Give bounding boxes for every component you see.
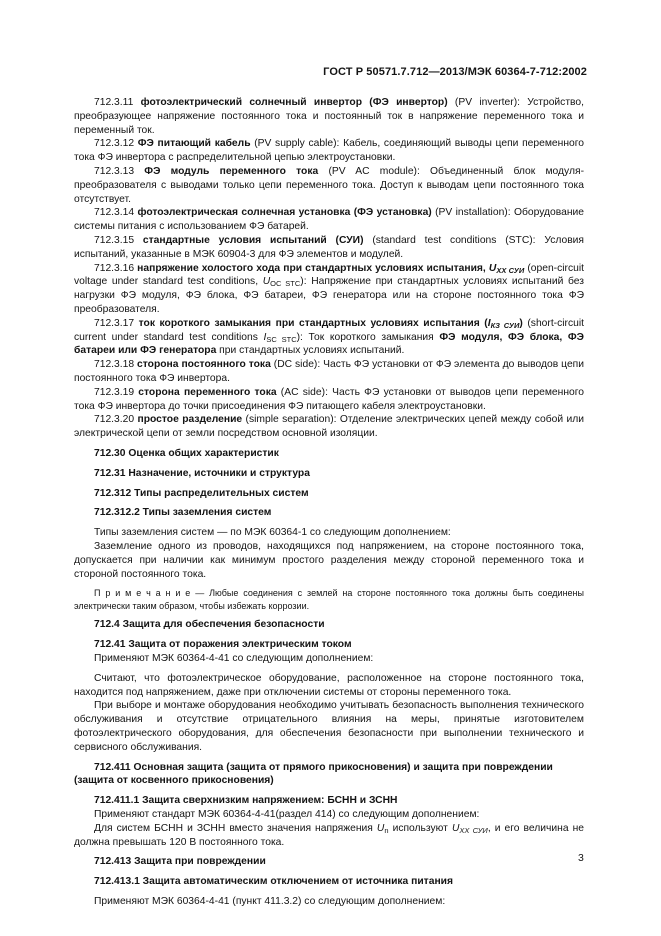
text-run: I bbox=[487, 317, 491, 329]
body-paragraph bbox=[74, 699, 584, 754]
text-run: ФЭ питающий кабель bbox=[137, 138, 251, 150]
text-run: 712.413 Защита при повреждении bbox=[94, 856, 266, 868]
text-run: (DC side): Часть ФЭ установки от ФЭ элемента до выводов цепи постоянного тока ФЭ инвертора. bbox=[74, 359, 584, 384]
text-run: 712.411.1 Защита сверхнизким напряжением: БСНН и ЗСНН bbox=[94, 795, 398, 807]
text-run: сторона переменного тока bbox=[138, 386, 277, 398]
document-header: ГОСТ Р 50571.7.712—2013/МЭК 60364-7-712:2002 bbox=[323, 66, 587, 78]
text-run: 712.3.16 bbox=[94, 262, 138, 274]
text-run: 712.312 Типы распределительных систем bbox=[94, 487, 309, 499]
text-run: простое разделение bbox=[137, 414, 243, 426]
body-paragraph bbox=[74, 895, 584, 909]
text-run: 712.312.2 Типы заземления систем bbox=[94, 507, 272, 519]
text-run: U bbox=[488, 262, 497, 274]
section-heading bbox=[74, 638, 584, 652]
body-paragraph bbox=[74, 808, 584, 822]
body-paragraph bbox=[74, 652, 584, 666]
text-run: U bbox=[376, 822, 385, 834]
text-run: ): Напряжение при стандартных условиях испытаний без нагрузки ФЭ модуля, ФЭ блока, ФЭ батареи, ФЭ генератора или на стороне постоянного тока ФЭ преобразователя. bbox=[74, 276, 584, 315]
body-paragraph bbox=[74, 540, 584, 581]
text-run: ток короткого замыкания при стандартных условиях испытания ( bbox=[138, 317, 488, 329]
section-heading bbox=[74, 875, 584, 889]
body-paragraph bbox=[74, 96, 584, 137]
text-run: сторона постоянного тока bbox=[137, 359, 271, 371]
text-run: Применяют МЭК 60364-4-41 (пункт 411.3.2) со следующим дополнением: bbox=[94, 896, 446, 908]
body-paragraph bbox=[74, 358, 584, 386]
text-run: Типы заземления систем — по МЭК 60364-1 со следующим дополнением: bbox=[94, 527, 451, 539]
body-paragraph bbox=[74, 317, 584, 358]
body-paragraph bbox=[74, 206, 584, 234]
text-run: 712.3.20 bbox=[94, 414, 138, 426]
text-run: фотоэлектрическая солнечная установка (ФЭ установка) bbox=[137, 207, 432, 219]
text-run: 712.413.1 Защита автоматическим отключением от источника питания bbox=[94, 876, 454, 888]
text-run: фотоэлектрический солнечный инвертор (ФЭ инвертор) bbox=[140, 97, 448, 108]
page-number: 3 bbox=[578, 852, 584, 864]
body-paragraph bbox=[74, 386, 584, 414]
text-run: ХХ СУИ bbox=[496, 265, 525, 275]
body-paragraph bbox=[74, 413, 584, 441]
text-run: ФЭ модуля, ФЭ блока, ФЭ батареи или ФЭ генератора bbox=[74, 331, 584, 357]
body-paragraph bbox=[74, 262, 584, 317]
text-run: ) bbox=[519, 317, 523, 329]
text-run: стандартные условия испытаний (СУИ) bbox=[142, 234, 364, 246]
text-run: ): Ток короткого замыкания bbox=[296, 331, 440, 343]
text-run: (PV inverter): Устройство, преобразующее напряжение постоянного тока и постоянный ток в напряжение переменного тока и переменный ток. bbox=[74, 97, 584, 136]
section-heading bbox=[74, 618, 584, 632]
text-run: Для систем БСНН и ЗСНН вместо значения напряжения bbox=[94, 822, 377, 834]
section-heading bbox=[74, 506, 584, 520]
text-run: Заземление одного из проводов, находящихся под напряжением, на стороне постоянного тока, допускается при наличии как минимум простого разделения между стороной переменного тока и стороной постоянного тока. bbox=[74, 540, 584, 580]
text-run: 712.3.12 bbox=[94, 138, 138, 150]
text-run: (simple separation): Отделение электрических цепей между собой или электрической цепи от земли посредством основной изоляции. bbox=[74, 414, 584, 440]
text-run: 712.3.14 bbox=[94, 207, 138, 219]
text-run: OC STC bbox=[270, 279, 301, 289]
text-run: 712.30 Оценка общих характеристик bbox=[94, 447, 279, 459]
body-paragraph bbox=[74, 234, 584, 262]
text-run: (PV AC module): Объединенный блок модуля-преобразователя с выводами только цепи переменного тока. Доступ к выводам цепи постоянного тока отсутствует. bbox=[74, 165, 584, 205]
text-run: (standard test conditions (STC): Условия испытаний, указанные в МЭК 60904-3 для ФЭ элементов и модулей. bbox=[74, 234, 585, 260]
text-run: ХХ СУИ bbox=[459, 825, 488, 835]
text-run: Применяют стандарт МЭК 60364-4-41(раздел 414) со следующим дополнением: bbox=[94, 809, 480, 821]
text-run: ФЭ модуль переменного тока bbox=[144, 165, 319, 177]
section-heading bbox=[74, 447, 584, 461]
text-run: 712.3.17 bbox=[94, 317, 139, 329]
text-run: 712.31 Назначение, источники и структура bbox=[94, 467, 310, 479]
text-run: 712.3.18 bbox=[94, 359, 138, 371]
text-run: П р и м е ч а н и е — Любые соединения с землей на стороне постоянного тока должны быть соединены электрически таким образом, чтобы избежать коррозии. bbox=[74, 588, 584, 611]
text-run: I bbox=[263, 331, 267, 343]
text-run: 712.3.13 bbox=[94, 165, 145, 177]
text-run: 712.3.19 bbox=[94, 386, 139, 398]
text-run: КЗ СУИ bbox=[490, 320, 520, 330]
text-run: (short-circuit current under standard test conditions bbox=[74, 317, 584, 343]
text-run: (open-circuit voltage under standard test conditions, bbox=[74, 262, 584, 288]
document-body bbox=[74, 96, 584, 909]
text-run: 712.4 Защита для обеспечения безопасности bbox=[94, 619, 325, 631]
body-paragraph bbox=[74, 672, 584, 700]
text-run: (AC side): Часть ФЭ установки от выводов цепи переменного тока ФЭ инвертора до точки присоединения ФЭ питающего кабеля электроустановки. bbox=[74, 386, 584, 412]
text-run: 712.3.15 bbox=[94, 234, 143, 246]
text-run: U bbox=[262, 276, 271, 288]
body-paragraph bbox=[74, 526, 584, 540]
text-run: 712.3.11 bbox=[94, 97, 141, 108]
section-heading bbox=[74, 467, 584, 481]
text-run: (PV installation): Оборудование системы питания с использованием ФЭ батарей. bbox=[74, 207, 584, 233]
text-run: используют bbox=[388, 822, 452, 834]
section-heading bbox=[74, 487, 584, 501]
section-heading bbox=[74, 761, 584, 789]
text-run: Применяют МЭК 60364-4-41 со следующим дополнением: bbox=[94, 653, 374, 665]
text-run: n bbox=[384, 825, 389, 835]
text-run: Считают, что фотоэлектрическое оборудование, расположенное на стороне постоянного тока, находится под напряжением, даже при отключении системы от стороны переменного тока. bbox=[74, 672, 584, 698]
section-heading bbox=[74, 855, 584, 869]
text-run: 712.411 Основная защита (защита от прямого прикосновения) и защита при повреждении (защита от косвенного прикосновения) bbox=[74, 761, 553, 787]
text-run: напряжение холостого хода при стандартных условиях испытания, bbox=[137, 262, 489, 274]
text-run: 712.41 Защита от поражения электрическим током bbox=[94, 639, 352, 651]
text-run: SC STC bbox=[266, 334, 297, 344]
body-paragraph bbox=[74, 822, 584, 850]
text-run: , и его величина не должна превышать 120 В постоянного тока. bbox=[74, 822, 585, 848]
text-run: U bbox=[451, 822, 460, 834]
body-paragraph bbox=[74, 137, 584, 165]
text-run: (PV supply cable): Кабель, соединяющий выводы цепи переменного тока ФЭ инвертора с распределительной цепью электроустановки. bbox=[74, 138, 584, 164]
section-heading bbox=[74, 794, 584, 808]
note-paragraph bbox=[74, 587, 584, 612]
text-run: При выборе и монтаже оборудования необходимо учитывать безопасность выполнения технического обслуживания и отсутствие отрицательного влияния на меры, принятые изготовителем фотоэлектрического оборудования, для обеспечения безопасности при выполнении технического и сервисного обслуживания. bbox=[74, 700, 584, 753]
text-run: при стандартных условиях испытаний. bbox=[216, 345, 405, 357]
body-paragraph bbox=[74, 165, 584, 206]
